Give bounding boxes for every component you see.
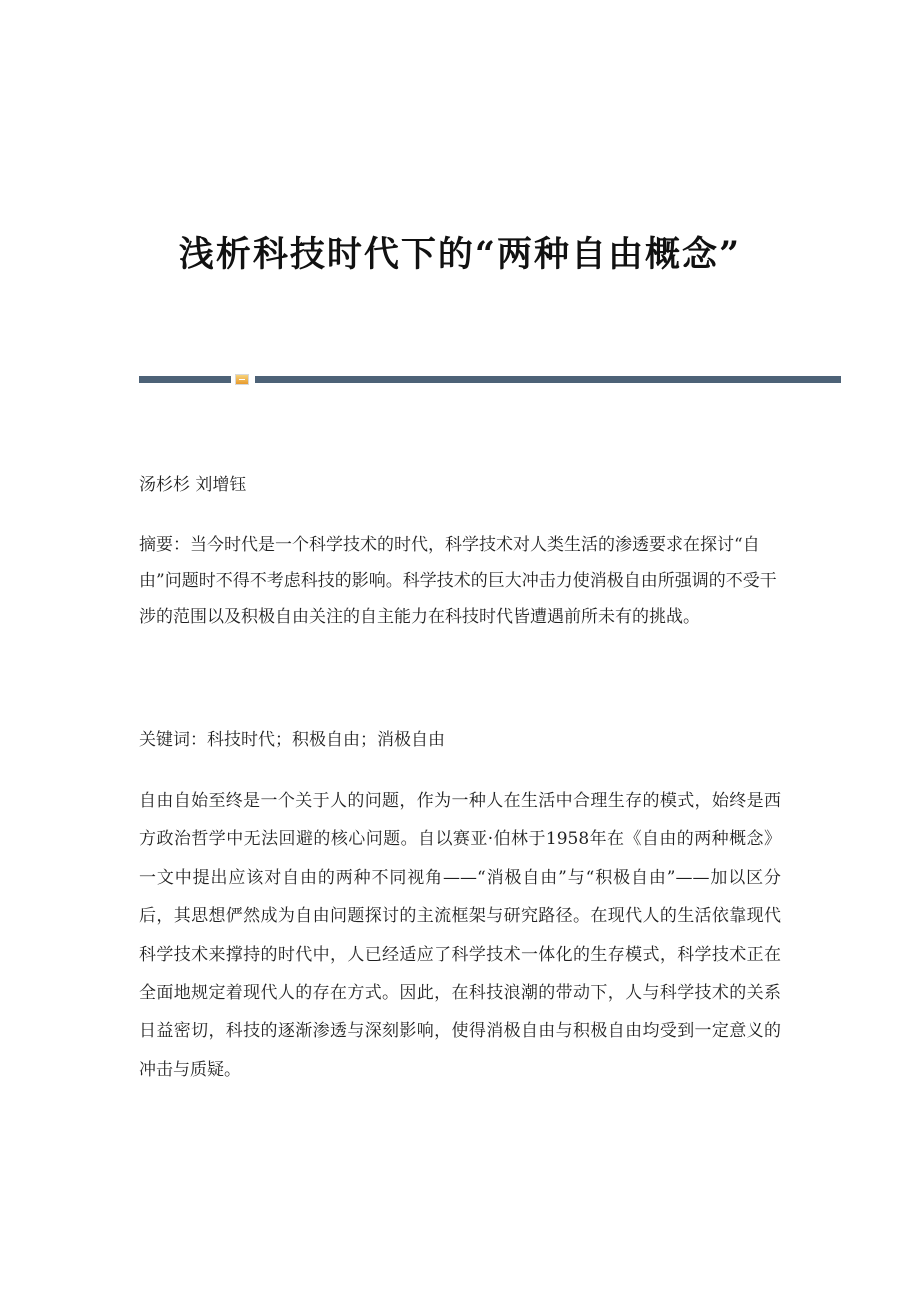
abstract: 摘要：当今时代是一个科学技术的时代，科学技术对人类生活的渗透要求在探讨“自由”问题时不得不考虑科技的影响。科学技术的巨大冲击力使消极自由所强调的不受干涉的范围以及积极自由关注的自主能力在科技时代皆遭遇前所未有的挑战。	[139, 535, 777, 627]
divider-bar-right	[255, 376, 841, 383]
divider-marker-icon	[235, 374, 249, 385]
document-title: 浅析科技时代下的“两种自由概念”	[178, 234, 742, 276]
divider-bar-left	[139, 376, 231, 383]
keywords: 关键词：科技时代；积极自由；消极自由	[139, 730, 445, 750]
title-divider	[139, 374, 841, 386]
body-paragraph: 自由自始至终是一个关于人的问题，作为一种人在生活中合理生存的模式，始终是西方政治哲学中无法回避的核心问题。自以赛亚·伯林于1958年在《自由的两种概念》一文中提出应该对自由的两种不同视角——“消极自由”与“积极自由”——加以区分后，其思想俨然成为自由问题探讨的主流框架与研究路径。在现代人的生活依靠现代科学技术来撑持的时代中，人已经适应了科学技术一体化的生存模式，科学技术正在全面地规定着现代人的存在方式。因此，在科技浪潮的带动下，人与科学技术的关系日益密切，科技的逐渐渗透与深刻影响，使得消极自由与积极自由均受到一定意义的冲击与质疑。	[139, 791, 781, 1080]
authors: 汤杉杉 刘增钰	[139, 475, 247, 495]
